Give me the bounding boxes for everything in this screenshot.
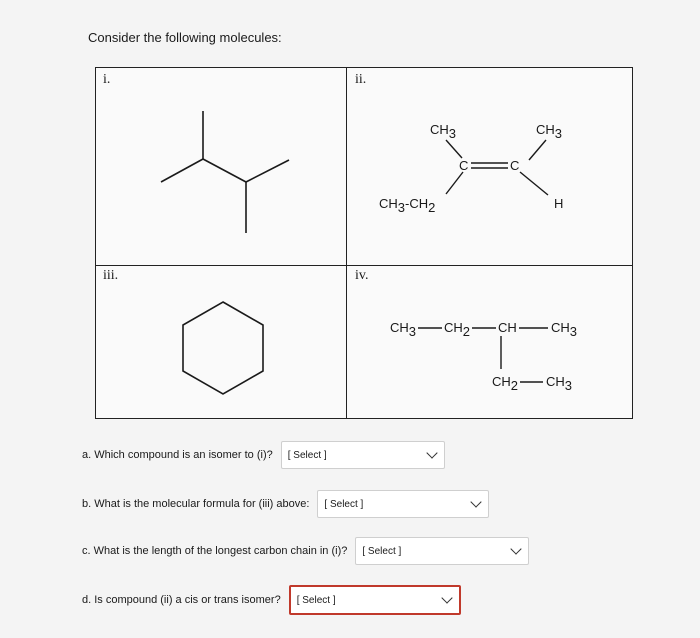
molecule-iv [390, 320, 577, 393]
question-c [82, 537, 529, 565]
ii-carbon-left: C [459, 158, 469, 173]
ii-carbon-right: C [510, 158, 520, 173]
question-a [82, 441, 445, 469]
panel-i-label: i. [103, 72, 111, 87]
molecule-structures [96, 68, 632, 418]
chevron-down-icon [471, 496, 482, 507]
chevron-down-icon [441, 592, 452, 603]
iv-ch: CH [498, 320, 517, 335]
select-value: [ Select ] [296, 594, 336, 606]
ii-ch3-left: CH3 [430, 122, 457, 141]
question-b-select[interactable] [317, 490, 489, 518]
question-c-select[interactable] [355, 537, 529, 565]
ii-ethyl: CH3-CH2 [379, 196, 436, 215]
question-b-text: b. What is the molecular formula for (iii) above: [82, 498, 310, 510]
molecule-i-skeleton [161, 111, 289, 233]
select-value: [ Select ] [287, 449, 327, 461]
iv-ch3-a: CH3 [390, 320, 417, 339]
chevron-down-icon [426, 447, 437, 458]
question-c-text: c. What is the length of the longest carbon chain in (i)? [82, 545, 348, 557]
intro-text: Consider the following molecules: [88, 30, 282, 45]
iv-ch2-a: CH2 [444, 320, 471, 339]
question-d [82, 585, 461, 615]
select-value: [ Select ] [324, 498, 364, 510]
panel-iv-label: iv. [355, 268, 369, 283]
molecule-ii [379, 122, 563, 215]
panel-iii-label: iii. [103, 268, 119, 283]
ii-hydrogen: H [554, 196, 564, 211]
iv-ch2-b: CH2 [492, 374, 519, 393]
iv-ch3-c: CH3 [546, 374, 573, 393]
question-d-select[interactable] [289, 585, 461, 615]
iv-ch3-b: CH3 [551, 320, 578, 339]
question-b [82, 490, 489, 518]
chevron-down-icon [511, 543, 522, 554]
select-value: [ Select ] [362, 545, 402, 557]
question-a-text: a. Which compound is an isomer to (i)? [82, 449, 273, 461]
molecule-iii-hexagon [183, 302, 263, 394]
panel-ii-label: ii. [355, 72, 367, 87]
question-a-select[interactable] [281, 441, 445, 469]
question-d-text: d. Is compound (ii) a cis or trans isomer? [82, 594, 281, 606]
molecule-grid [95, 67, 633, 419]
ii-ch3-right: CH3 [536, 122, 563, 141]
